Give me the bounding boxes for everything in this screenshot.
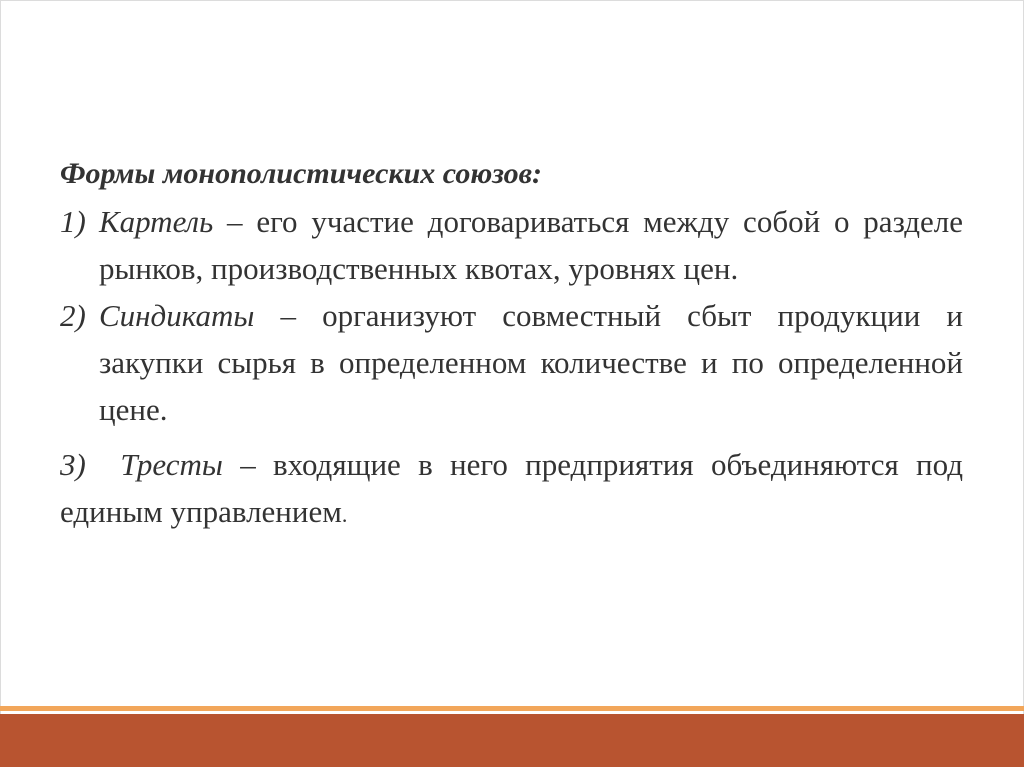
item-number: 1): [60, 204, 86, 239]
slide-heading: Формы монополистических союзов:: [60, 157, 542, 190]
item-term: Тресты: [120, 447, 223, 482]
list-item-trusts: [60, 441, 963, 538]
list-item-cartel: [60, 198, 963, 292]
accent-stripe: [0, 706, 1024, 711]
item-number: 2): [60, 298, 86, 333]
item-number: 3): [60, 447, 86, 482]
item-text: организуют совместный сбыт продукции и закупки сырья в определенном количестве и по определенной цене.: [99, 298, 964, 427]
item-dash: –: [280, 298, 296, 333]
footer-bar: [0, 714, 1024, 767]
item-term: Синдикаты: [99, 298, 255, 333]
slide-content: [60, 150, 963, 538]
item-term: Картель: [99, 204, 214, 239]
item-end-period: .: [341, 502, 348, 527]
item-text: входящие в него предприятия объединяются под единым управлением: [60, 447, 964, 529]
list-item-syndicates: [60, 292, 963, 433]
item-dash: –: [240, 447, 256, 482]
item-dash: –: [227, 204, 243, 239]
item-text: его участие договариваться между собой о разделе рынков, производственных квотах, уровнях цен.: [99, 204, 964, 286]
